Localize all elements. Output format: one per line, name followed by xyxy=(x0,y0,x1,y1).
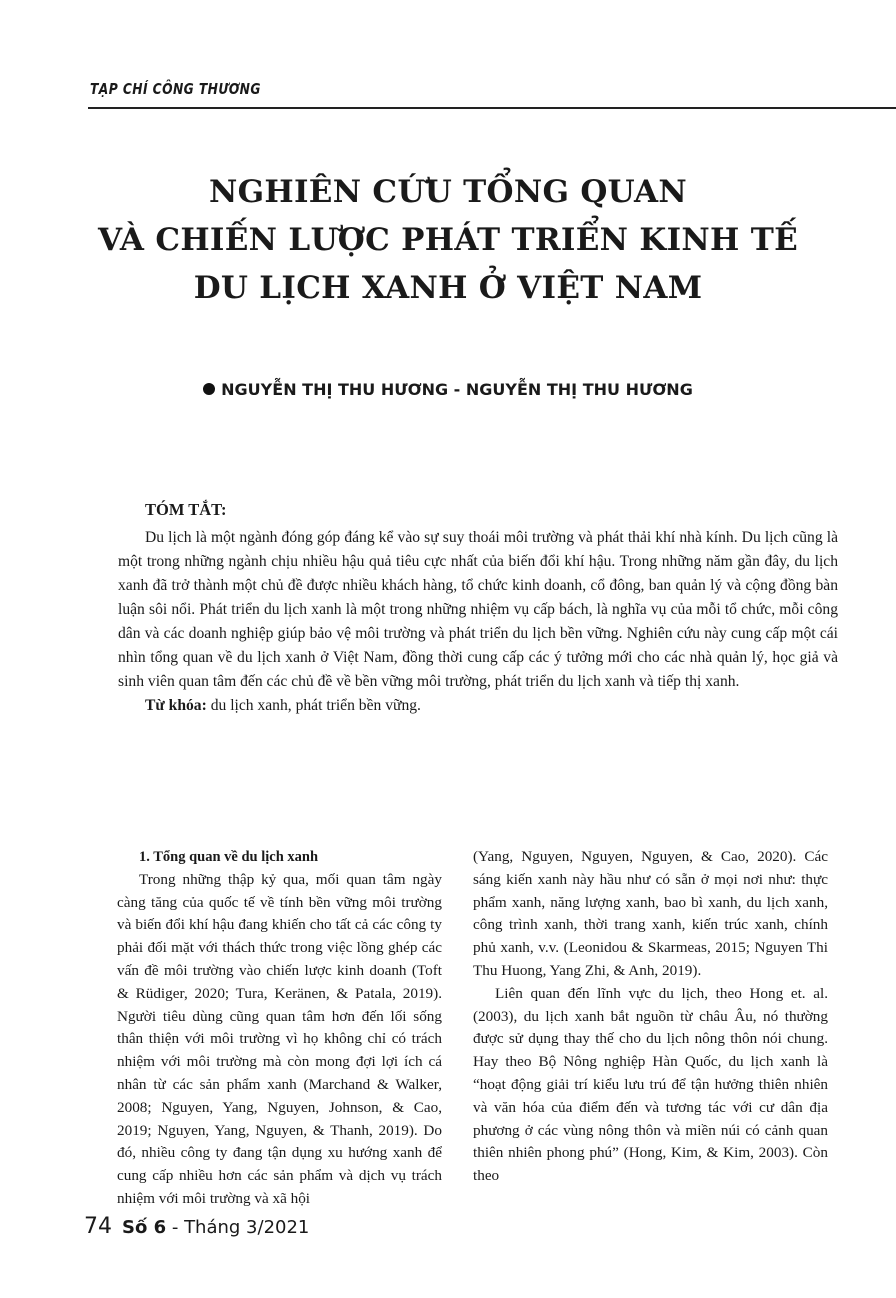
section-heading: 1. Tổng quan về du lịch xanh xyxy=(139,849,319,865)
author-names: NGUYỄN THỊ THU HƯƠNG - NGUYỄN THỊ THU HƯƠNG xyxy=(221,380,693,399)
keywords-text: du lịch xanh, phát triển bền vững. xyxy=(206,697,421,714)
keywords xyxy=(118,694,838,718)
abstract-body: Du lịch là một ngành đóng góp đáng kể vào sự suy thoái môi trường và phát thải khí nhà kính. Du lịch cũng là một trong những ngành chịu nhiều hậu quả tiêu cực nhất của biến đổi khí hậu. Trong những năm gần đây, du lịch xanh đã trở thành một chủ đề được nhiều khách hàng, tổ chức kinh doanh, cổ đông, ban quản lý và cộng đồng bàn luận sôi nổi. Phát triển du lịch xanh là một trong những nhiệm vụ cấp bách, là nghĩa vụ của mỗi tổ chức, mỗi công dân và các doanh nghiệp giúp bảo vệ môi trường và phát triển du lịch bền vững. Nghiên cứu này cung cấp một cái nhìn tổng quan về du lịch xanh ở Việt Nam, đồng thời cung cấp các ý tưởng mới cho các nhà quản lý, học giả và sinh viên quan tâm đến các chủ đề về bền vững môi trường, phát triển du lịch xanh và tiếp thị xanh. xyxy=(118,529,838,690)
keywords-label: Từ khóa: xyxy=(145,697,207,714)
title-line-3: DU LỊCH XANH Ở VIỆT NAM xyxy=(193,270,703,306)
issue-date: - Tháng 3/2021 xyxy=(166,1217,310,1238)
paragraph: (Yang, Nguyen, Nguyen, Nguyen, & Cao, 2020). Các sáng kiến xanh này hầu như có sẵn ở mọi nơi như: thực phẩm xanh, năng lượng xanh, bao bì xanh, du lịch xanh, công trình xanh, thời trang xanh, kiến trúc xanh, chính phủ xanh, v.v. (Leonidou & Skarmeas, 2015; Nguyen Thi Thu Huong, Yang Zhi, & Anh, 2019). xyxy=(473,848,828,979)
page-number: 74 xyxy=(84,1214,112,1239)
paragraph: Trong những thập kỷ qua, mối quan tâm ngày càng tăng của quốc tế về tính bền vững môi trường và biến đổi khí hậu đang khiến cho tất cả các công ty phải đối mặt với thách thức trong việc lồng ghép các vấn đề môi trường vào chiến lược kinh doanh (Toft & Rüdiger, 2020; Tura, Keränen, & Patala, 2019). Người tiêu dùng cũng quan tâm hơn đến lối sống thân thiện với môi trường vì họ không chỉ có trách nhiệm với môi trường mà còn mong đợi lợi ích cá nhân từ các sản phẩm xanh (Marchand & Walker, 2008; Nguyen, Yang, Nguyen, Johnson, & Cao, 2019; Nguyen, Yang, Nguyen, & Thanh, 2019). Do đó, nhiều công ty đang tận dụng xu hướng xanh để cung cấp nhiều hơn các sản phẩm và dịch vụ trách nhiệm với môi trường và xã hội xyxy=(117,870,442,1207)
bullet-icon xyxy=(203,383,215,395)
header-rule xyxy=(88,107,896,109)
article-title xyxy=(60,168,836,312)
title-line-2: VÀ CHIẾN LƯỢC PHÁT TRIỂN KINH TẾ xyxy=(97,222,799,258)
journal-name: TẠP CHÍ CÔNG THƯƠNG xyxy=(90,80,261,98)
title-line-1: NGHIÊN CỨU TỔNG QUAN xyxy=(208,174,688,210)
abstract xyxy=(118,498,838,718)
column-right xyxy=(473,846,828,1188)
column-left xyxy=(117,846,442,1211)
page-footer xyxy=(84,1214,309,1239)
authors xyxy=(0,380,896,399)
issue-number: Số 6 xyxy=(122,1217,167,1238)
abstract-heading: TÓM TẮT: xyxy=(145,500,227,519)
paragraph: Liên quan đến lĩnh vực du lịch, theo Hong et. al. (2003), du lịch xanh bắt nguồn từ châu Âu, nó thường được sử dụng thay thế cho du lịch nông thôn nói chung. Hay theo Bộ Nông nghiệp Hàn Quốc, du lịch xanh là “hoạt động giải trí kiểu lưu trú để tận hưởng thiên nhiên và văn hóa của điểm đến và tương tác với cư dân địa phương ở các vùng nông thôn và miền núi có cảnh quan thiên nhiên phong phú” (Hong, Kim, & Kim, 2003). Còn theo xyxy=(473,984,828,1185)
